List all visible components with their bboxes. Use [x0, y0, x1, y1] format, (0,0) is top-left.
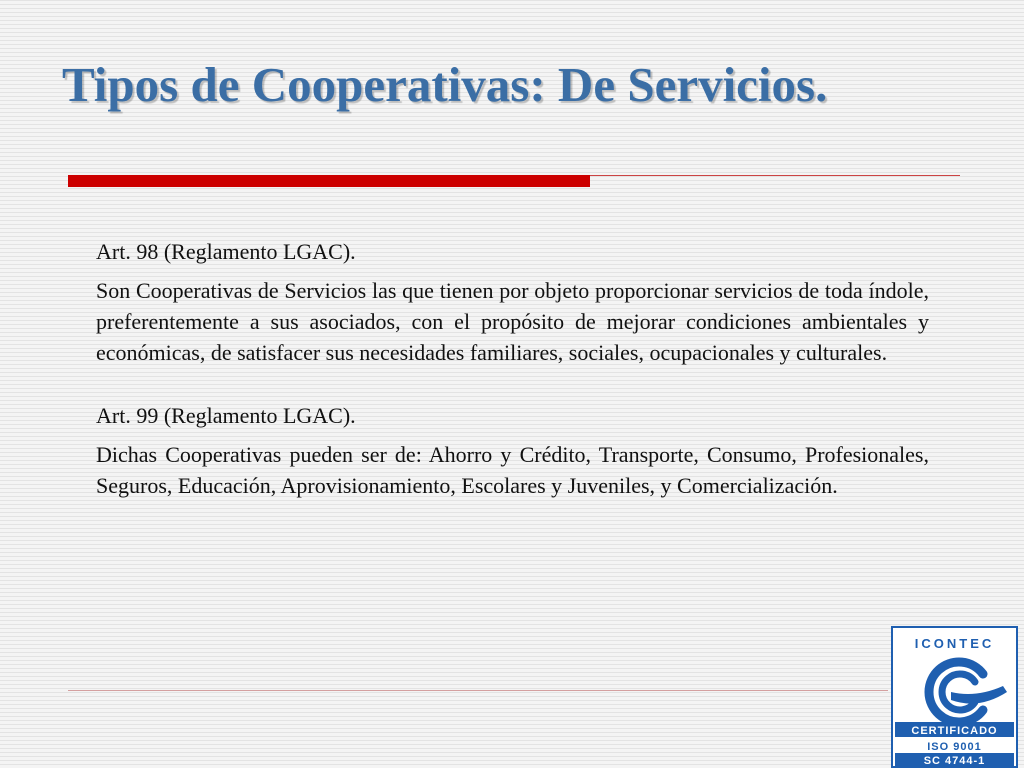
logo-code-text: SC 4744-1	[923, 755, 986, 767]
logo-standard-text: ISO 9001	[927, 741, 982, 753]
footer-divider	[68, 690, 888, 691]
logo-certified-text: CERTIFICADO	[911, 725, 998, 737]
art98-heading: Art. 98 (Reglamento LGAC).	[96, 239, 356, 264]
logo-brand-text: ICONTEC	[914, 636, 995, 651]
icontec-certification-logo	[891, 626, 1018, 768]
art99-text: Dichas Cooperativas pueden ser de: Ahorro y Crédito, Transporte, Consumo, Profesionales, Seguros, Educación, Aprovisionamiento, Escolares y Juveniles, y Comercialización.	[96, 442, 929, 498]
art99-heading: Art. 99 (Reglamento LGAC).	[96, 403, 356, 428]
title-accent-bar	[68, 175, 590, 187]
slide-body	[96, 236, 929, 501]
art98-text: Son Cooperativas de Servicios las que tienen por objeto proporcionar servicios de toda índole, preferentemente a sus asociados, con el propósito de mejorar condiciones ambientales y económicas, de satisfacer sus necesidades familiares, sociales, ocupacionales y culturales.	[96, 278, 929, 365]
title-accent-line	[590, 175, 960, 176]
slide-title: Tipos de Cooperativas: De Servicios.	[62, 57, 828, 112]
